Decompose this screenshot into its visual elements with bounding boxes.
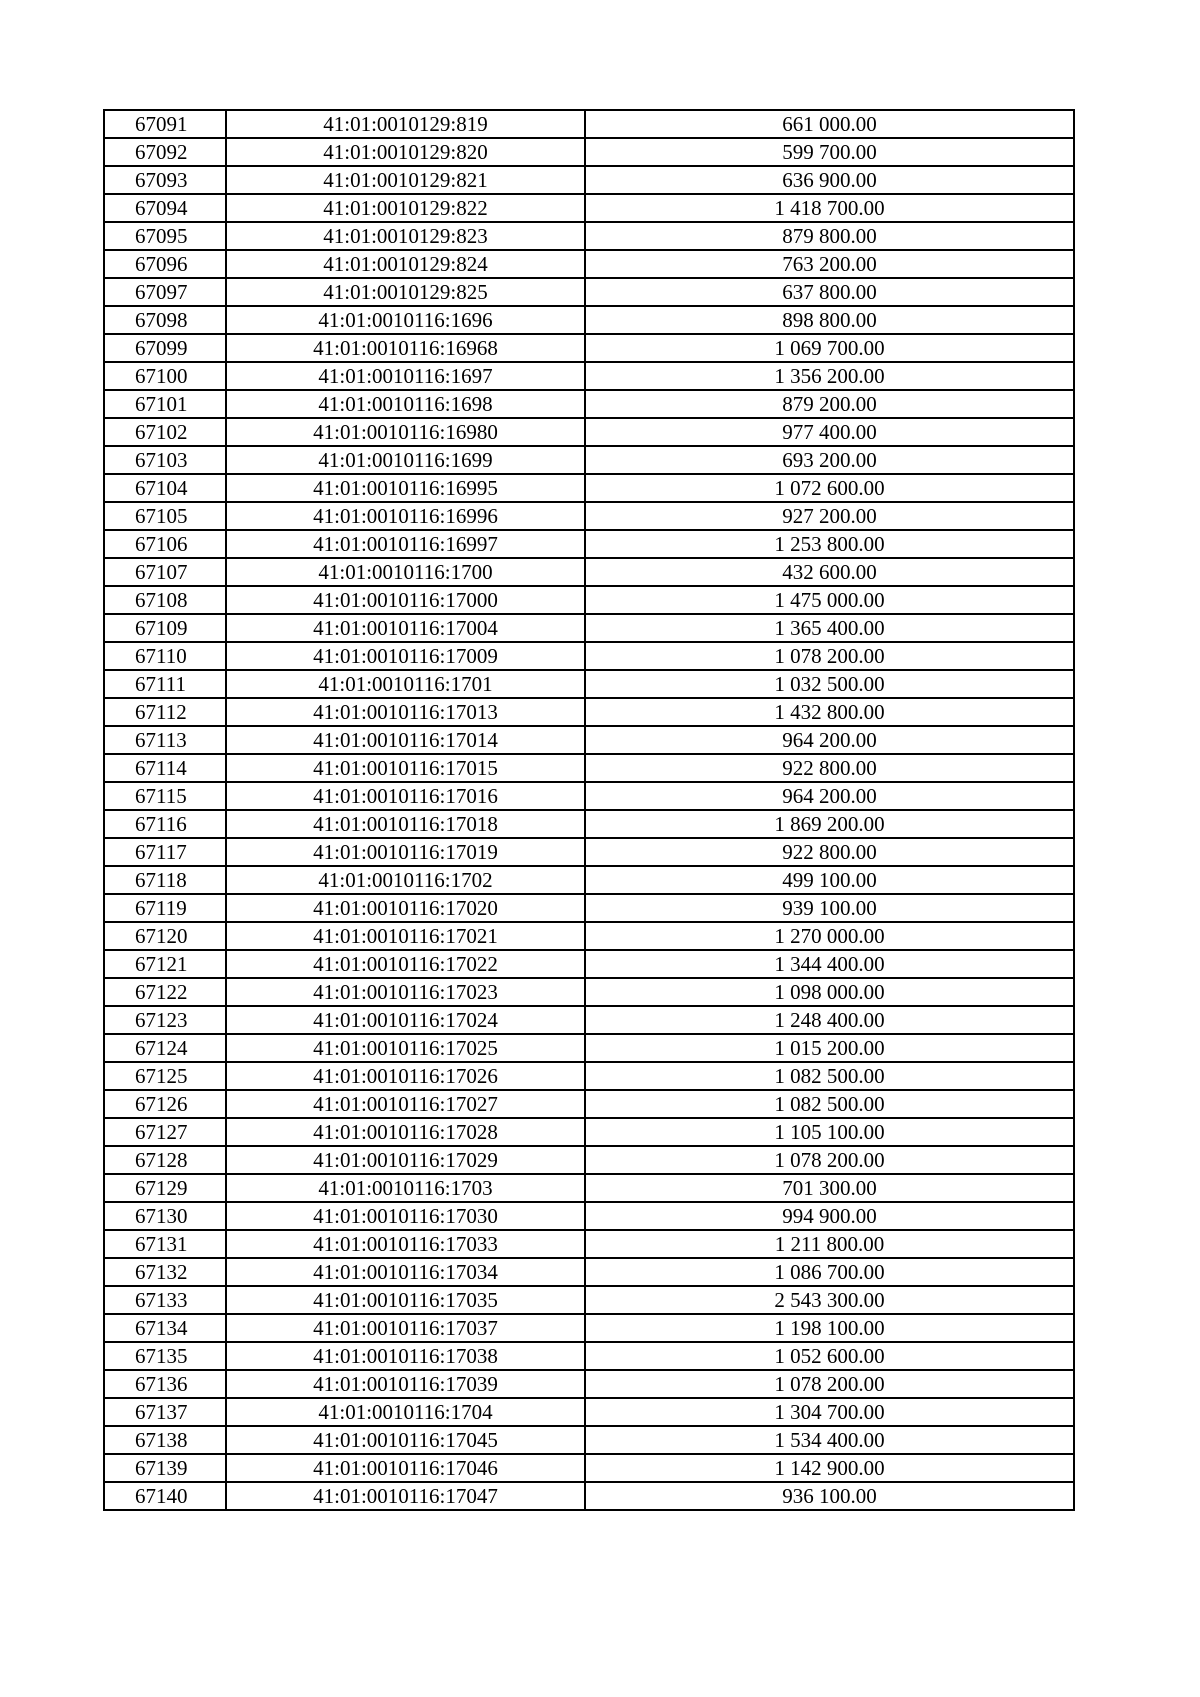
row-number-cell: 67097 — [104, 278, 226, 306]
row-number-cell: 67135 — [104, 1342, 226, 1370]
cadastral-number-cell: 41:01:0010116:17021 — [226, 922, 585, 950]
cadastral-value-cell: 1 253 800.00 — [585, 530, 1074, 558]
row-number-cell: 67133 — [104, 1286, 226, 1314]
cadastral-number-cell: 41:01:0010129:820 — [226, 138, 585, 166]
cadastral-value-table — [103, 109, 1075, 1511]
row-number-cell: 67131 — [104, 1230, 226, 1258]
table-row — [104, 390, 1074, 418]
cadastral-value-cell: 1 211 800.00 — [585, 1230, 1074, 1258]
row-number-cell: 67106 — [104, 530, 226, 558]
table-row — [104, 810, 1074, 838]
cadastral-value-cell: 922 800.00 — [585, 838, 1074, 866]
row-number-cell: 67094 — [104, 194, 226, 222]
row-number-cell: 67099 — [104, 334, 226, 362]
cadastral-value-cell: 1 078 200.00 — [585, 1370, 1074, 1398]
cadastral-number-cell: 41:01:0010116:17039 — [226, 1370, 585, 1398]
cadastral-number-cell: 41:01:0010116:16995 — [226, 474, 585, 502]
cadastral-number-cell: 41:01:0010116:17047 — [226, 1482, 585, 1510]
cadastral-value-cell: 1 015 200.00 — [585, 1034, 1074, 1062]
row-number-cell: 67115 — [104, 782, 226, 810]
row-number-cell: 67091 — [104, 110, 226, 138]
cadastral-value-cell: 636 900.00 — [585, 166, 1074, 194]
row-number-cell: 67138 — [104, 1426, 226, 1454]
table-row — [104, 754, 1074, 782]
cadastral-value-cell: 1 432 800.00 — [585, 698, 1074, 726]
row-number-cell: 67108 — [104, 586, 226, 614]
table-row — [104, 726, 1074, 754]
cadastral-number-cell: 41:01:0010116:17015 — [226, 754, 585, 782]
table-row — [104, 446, 1074, 474]
cadastral-value-cell: 964 200.00 — [585, 726, 1074, 754]
cadastral-value-cell: 1 344 400.00 — [585, 950, 1074, 978]
cadastral-number-cell: 41:01:0010116:17027 — [226, 1090, 585, 1118]
table-row — [104, 698, 1074, 726]
cadastral-number-cell: 41:01:0010116:17000 — [226, 586, 585, 614]
table-row — [104, 838, 1074, 866]
table-row — [104, 1482, 1074, 1510]
table-row — [104, 586, 1074, 614]
cadastral-value-cell: 1 082 500.00 — [585, 1090, 1074, 1118]
cadastral-number-cell: 41:01:0010116:16980 — [226, 418, 585, 446]
cadastral-value-cell: 1 052 600.00 — [585, 1342, 1074, 1370]
cadastral-number-cell: 41:01:0010116:17033 — [226, 1230, 585, 1258]
cadastral-number-cell: 41:01:0010116:17014 — [226, 726, 585, 754]
cadastral-value-cell: 1 869 200.00 — [585, 810, 1074, 838]
cadastral-number-cell: 41:01:0010129:825 — [226, 278, 585, 306]
cadastral-number-cell: 41:01:0010116:16997 — [226, 530, 585, 558]
table-row — [104, 1174, 1074, 1202]
table-row — [104, 138, 1074, 166]
row-number-cell: 67111 — [104, 670, 226, 698]
cadastral-number-cell: 41:01:0010129:824 — [226, 250, 585, 278]
row-number-cell: 67137 — [104, 1398, 226, 1426]
table-row — [104, 334, 1074, 362]
cadastral-value-cell: 1 069 700.00 — [585, 334, 1074, 362]
cadastral-value-cell: 1 534 400.00 — [585, 1426, 1074, 1454]
cadastral-number-cell: 41:01:0010116:17030 — [226, 1202, 585, 1230]
cadastral-number-cell: 41:01:0010116:16968 — [226, 334, 585, 362]
cadastral-number-cell: 41:01:0010129:819 — [226, 110, 585, 138]
cadastral-number-cell: 41:01:0010116:17020 — [226, 894, 585, 922]
table-row — [104, 306, 1074, 334]
cadastral-number-cell: 41:01:0010116:17024 — [226, 1006, 585, 1034]
row-number-cell: 67121 — [104, 950, 226, 978]
table-row — [104, 1426, 1074, 1454]
cadastral-value-cell: 499 100.00 — [585, 866, 1074, 894]
cadastral-value-cell: 1 072 600.00 — [585, 474, 1074, 502]
table-row — [104, 670, 1074, 698]
table-row — [104, 782, 1074, 810]
cadastral-number-cell: 41:01:0010116:1702 — [226, 866, 585, 894]
cadastral-value-cell: 1 270 000.00 — [585, 922, 1074, 950]
cadastral-number-cell: 41:01:0010116:17022 — [226, 950, 585, 978]
row-number-cell: 67100 — [104, 362, 226, 390]
table-row — [104, 1062, 1074, 1090]
table-row — [104, 642, 1074, 670]
row-number-cell: 67127 — [104, 1118, 226, 1146]
row-number-cell: 67122 — [104, 978, 226, 1006]
cadastral-value-cell: 939 100.00 — [585, 894, 1074, 922]
cadastral-number-cell: 41:01:0010116:17009 — [226, 642, 585, 670]
row-number-cell: 67109 — [104, 614, 226, 642]
table-row — [104, 1258, 1074, 1286]
table-row — [104, 978, 1074, 1006]
cadastral-number-cell: 41:01:0010116:17004 — [226, 614, 585, 642]
cadastral-value-cell: 1 248 400.00 — [585, 1006, 1074, 1034]
row-number-cell: 67124 — [104, 1034, 226, 1062]
cadastral-number-cell: 41:01:0010129:821 — [226, 166, 585, 194]
table-row — [104, 1370, 1074, 1398]
table-row — [104, 1342, 1074, 1370]
row-number-cell: 67102 — [104, 418, 226, 446]
table-row — [104, 110, 1074, 138]
table-row — [104, 1118, 1074, 1146]
table-row — [104, 894, 1074, 922]
row-number-cell: 67118 — [104, 866, 226, 894]
table-row — [104, 1034, 1074, 1062]
row-number-cell: 67132 — [104, 1258, 226, 1286]
table-row — [104, 362, 1074, 390]
cadastral-value-cell: 1 082 500.00 — [585, 1062, 1074, 1090]
row-number-cell: 67113 — [104, 726, 226, 754]
cadastral-value-cell: 1 198 100.00 — [585, 1314, 1074, 1342]
cadastral-number-cell: 41:01:0010116:17046 — [226, 1454, 585, 1482]
cadastral-number-cell: 41:01:0010116:17019 — [226, 838, 585, 866]
cadastral-value-cell: 693 200.00 — [585, 446, 1074, 474]
cadastral-number-cell: 41:01:0010116:1700 — [226, 558, 585, 586]
row-number-cell: 67112 — [104, 698, 226, 726]
cadastral-number-cell: 41:01:0010116:17026 — [226, 1062, 585, 1090]
cadastral-value-cell: 1 418 700.00 — [585, 194, 1074, 222]
table-row — [104, 1006, 1074, 1034]
cadastral-value-cell: 977 400.00 — [585, 418, 1074, 446]
table-row — [104, 1286, 1074, 1314]
cadastral-value-cell: 599 700.00 — [585, 138, 1074, 166]
table-row — [104, 1090, 1074, 1118]
table-row — [104, 614, 1074, 642]
row-number-cell: 67114 — [104, 754, 226, 782]
cadastral-number-cell: 41:01:0010116:17028 — [226, 1118, 585, 1146]
cadastral-number-cell: 41:01:0010116:1701 — [226, 670, 585, 698]
table-row — [104, 166, 1074, 194]
cadastral-value-cell: 879 200.00 — [585, 390, 1074, 418]
cadastral-value-cell: 1 105 100.00 — [585, 1118, 1074, 1146]
cadastral-number-cell: 41:01:0010116:1697 — [226, 362, 585, 390]
table-row — [104, 1398, 1074, 1426]
cadastral-value-cell: 1 086 700.00 — [585, 1258, 1074, 1286]
cadastral-value-cell: 2 543 300.00 — [585, 1286, 1074, 1314]
cadastral-value-cell: 922 800.00 — [585, 754, 1074, 782]
cadastral-number-cell: 41:01:0010116:17035 — [226, 1286, 585, 1314]
table-row — [104, 1146, 1074, 1174]
table-row — [104, 530, 1074, 558]
row-number-cell: 67117 — [104, 838, 226, 866]
cadastral-number-cell: 41:01:0010116:1703 — [226, 1174, 585, 1202]
table-row — [104, 1454, 1074, 1482]
table-row — [104, 866, 1074, 894]
cadastral-value-cell: 701 300.00 — [585, 1174, 1074, 1202]
cadastral-number-cell: 41:01:0010116:1704 — [226, 1398, 585, 1426]
row-number-cell: 67130 — [104, 1202, 226, 1230]
cadastral-value-cell: 1 365 400.00 — [585, 614, 1074, 642]
row-number-cell: 67126 — [104, 1090, 226, 1118]
cadastral-number-cell: 41:01:0010116:1699 — [226, 446, 585, 474]
cadastral-value-cell: 763 200.00 — [585, 250, 1074, 278]
cadastral-number-cell: 41:01:0010116:1696 — [226, 306, 585, 334]
cadastral-number-cell: 41:01:0010116:17025 — [226, 1034, 585, 1062]
cadastral-value-cell: 927 200.00 — [585, 502, 1074, 530]
row-number-cell: 67139 — [104, 1454, 226, 1482]
cadastral-number-cell: 41:01:0010116:17029 — [226, 1146, 585, 1174]
cadastral-value-cell: 1 304 700.00 — [585, 1398, 1074, 1426]
row-number-cell: 67120 — [104, 922, 226, 950]
row-number-cell: 67095 — [104, 222, 226, 250]
cadastral-value-cell: 994 900.00 — [585, 1202, 1074, 1230]
cadastral-number-cell: 41:01:0010116:17018 — [226, 810, 585, 838]
row-number-cell: 67110 — [104, 642, 226, 670]
cadastral-number-cell: 41:01:0010116:16996 — [226, 502, 585, 530]
cadastral-number-cell: 41:01:0010116:17037 — [226, 1314, 585, 1342]
table-row — [104, 1314, 1074, 1342]
row-number-cell: 67125 — [104, 1062, 226, 1090]
row-number-cell: 67105 — [104, 502, 226, 530]
cadastral-number-cell: 41:01:0010116:17038 — [226, 1342, 585, 1370]
cadastral-value-cell: 1 356 200.00 — [585, 362, 1074, 390]
cadastral-number-cell: 41:01:0010116:17013 — [226, 698, 585, 726]
cadastral-number-cell: 41:01:0010116:17045 — [226, 1426, 585, 1454]
table-row — [104, 278, 1074, 306]
cadastral-value-cell: 432 600.00 — [585, 558, 1074, 586]
cadastral-number-cell: 41:01:0010116:17023 — [226, 978, 585, 1006]
table-row — [104, 950, 1074, 978]
cadastral-number-cell: 41:01:0010129:823 — [226, 222, 585, 250]
cadastral-number-cell: 41:01:0010116:17016 — [226, 782, 585, 810]
row-number-cell: 67134 — [104, 1314, 226, 1342]
row-number-cell: 67116 — [104, 810, 226, 838]
table-row — [104, 474, 1074, 502]
cadastral-value-cell: 661 000.00 — [585, 110, 1074, 138]
table-row — [104, 502, 1074, 530]
cadastral-value-cell: 1 032 500.00 — [585, 670, 1074, 698]
row-number-cell: 67140 — [104, 1482, 226, 1510]
table-row — [104, 250, 1074, 278]
row-number-cell: 67128 — [104, 1146, 226, 1174]
cadastral-number-cell: 41:01:0010116:1698 — [226, 390, 585, 418]
table-row — [104, 1230, 1074, 1258]
row-number-cell: 67123 — [104, 1006, 226, 1034]
row-number-cell: 67104 — [104, 474, 226, 502]
cadastral-value-cell: 1 078 200.00 — [585, 642, 1074, 670]
row-number-cell: 67098 — [104, 306, 226, 334]
table-body — [104, 110, 1074, 1510]
row-number-cell: 67107 — [104, 558, 226, 586]
row-number-cell: 67119 — [104, 894, 226, 922]
row-number-cell: 67136 — [104, 1370, 226, 1398]
cadastral-value-cell: 1 475 000.00 — [585, 586, 1074, 614]
cadastral-value-cell: 879 800.00 — [585, 222, 1074, 250]
table-row — [104, 1202, 1074, 1230]
cadastral-value-cell: 964 200.00 — [585, 782, 1074, 810]
table-row — [104, 222, 1074, 250]
row-number-cell: 67103 — [104, 446, 226, 474]
cadastral-number-cell: 41:01:0010129:822 — [226, 194, 585, 222]
cadastral-number-cell: 41:01:0010116:17034 — [226, 1258, 585, 1286]
row-number-cell: 67101 — [104, 390, 226, 418]
table-row — [104, 558, 1074, 586]
row-number-cell: 67093 — [104, 166, 226, 194]
cadastral-value-cell: 637 800.00 — [585, 278, 1074, 306]
cadastral-value-cell: 898 800.00 — [585, 306, 1074, 334]
row-number-cell: 67092 — [104, 138, 226, 166]
cadastral-value-cell: 1 078 200.00 — [585, 1146, 1074, 1174]
row-number-cell: 67096 — [104, 250, 226, 278]
row-number-cell: 67129 — [104, 1174, 226, 1202]
table-row — [104, 418, 1074, 446]
table-row — [104, 922, 1074, 950]
cadastral-value-cell: 1 098 000.00 — [585, 978, 1074, 1006]
cadastral-value-cell: 1 142 900.00 — [585, 1454, 1074, 1482]
table-row — [104, 194, 1074, 222]
cadastral-value-cell: 936 100.00 — [585, 1482, 1074, 1510]
